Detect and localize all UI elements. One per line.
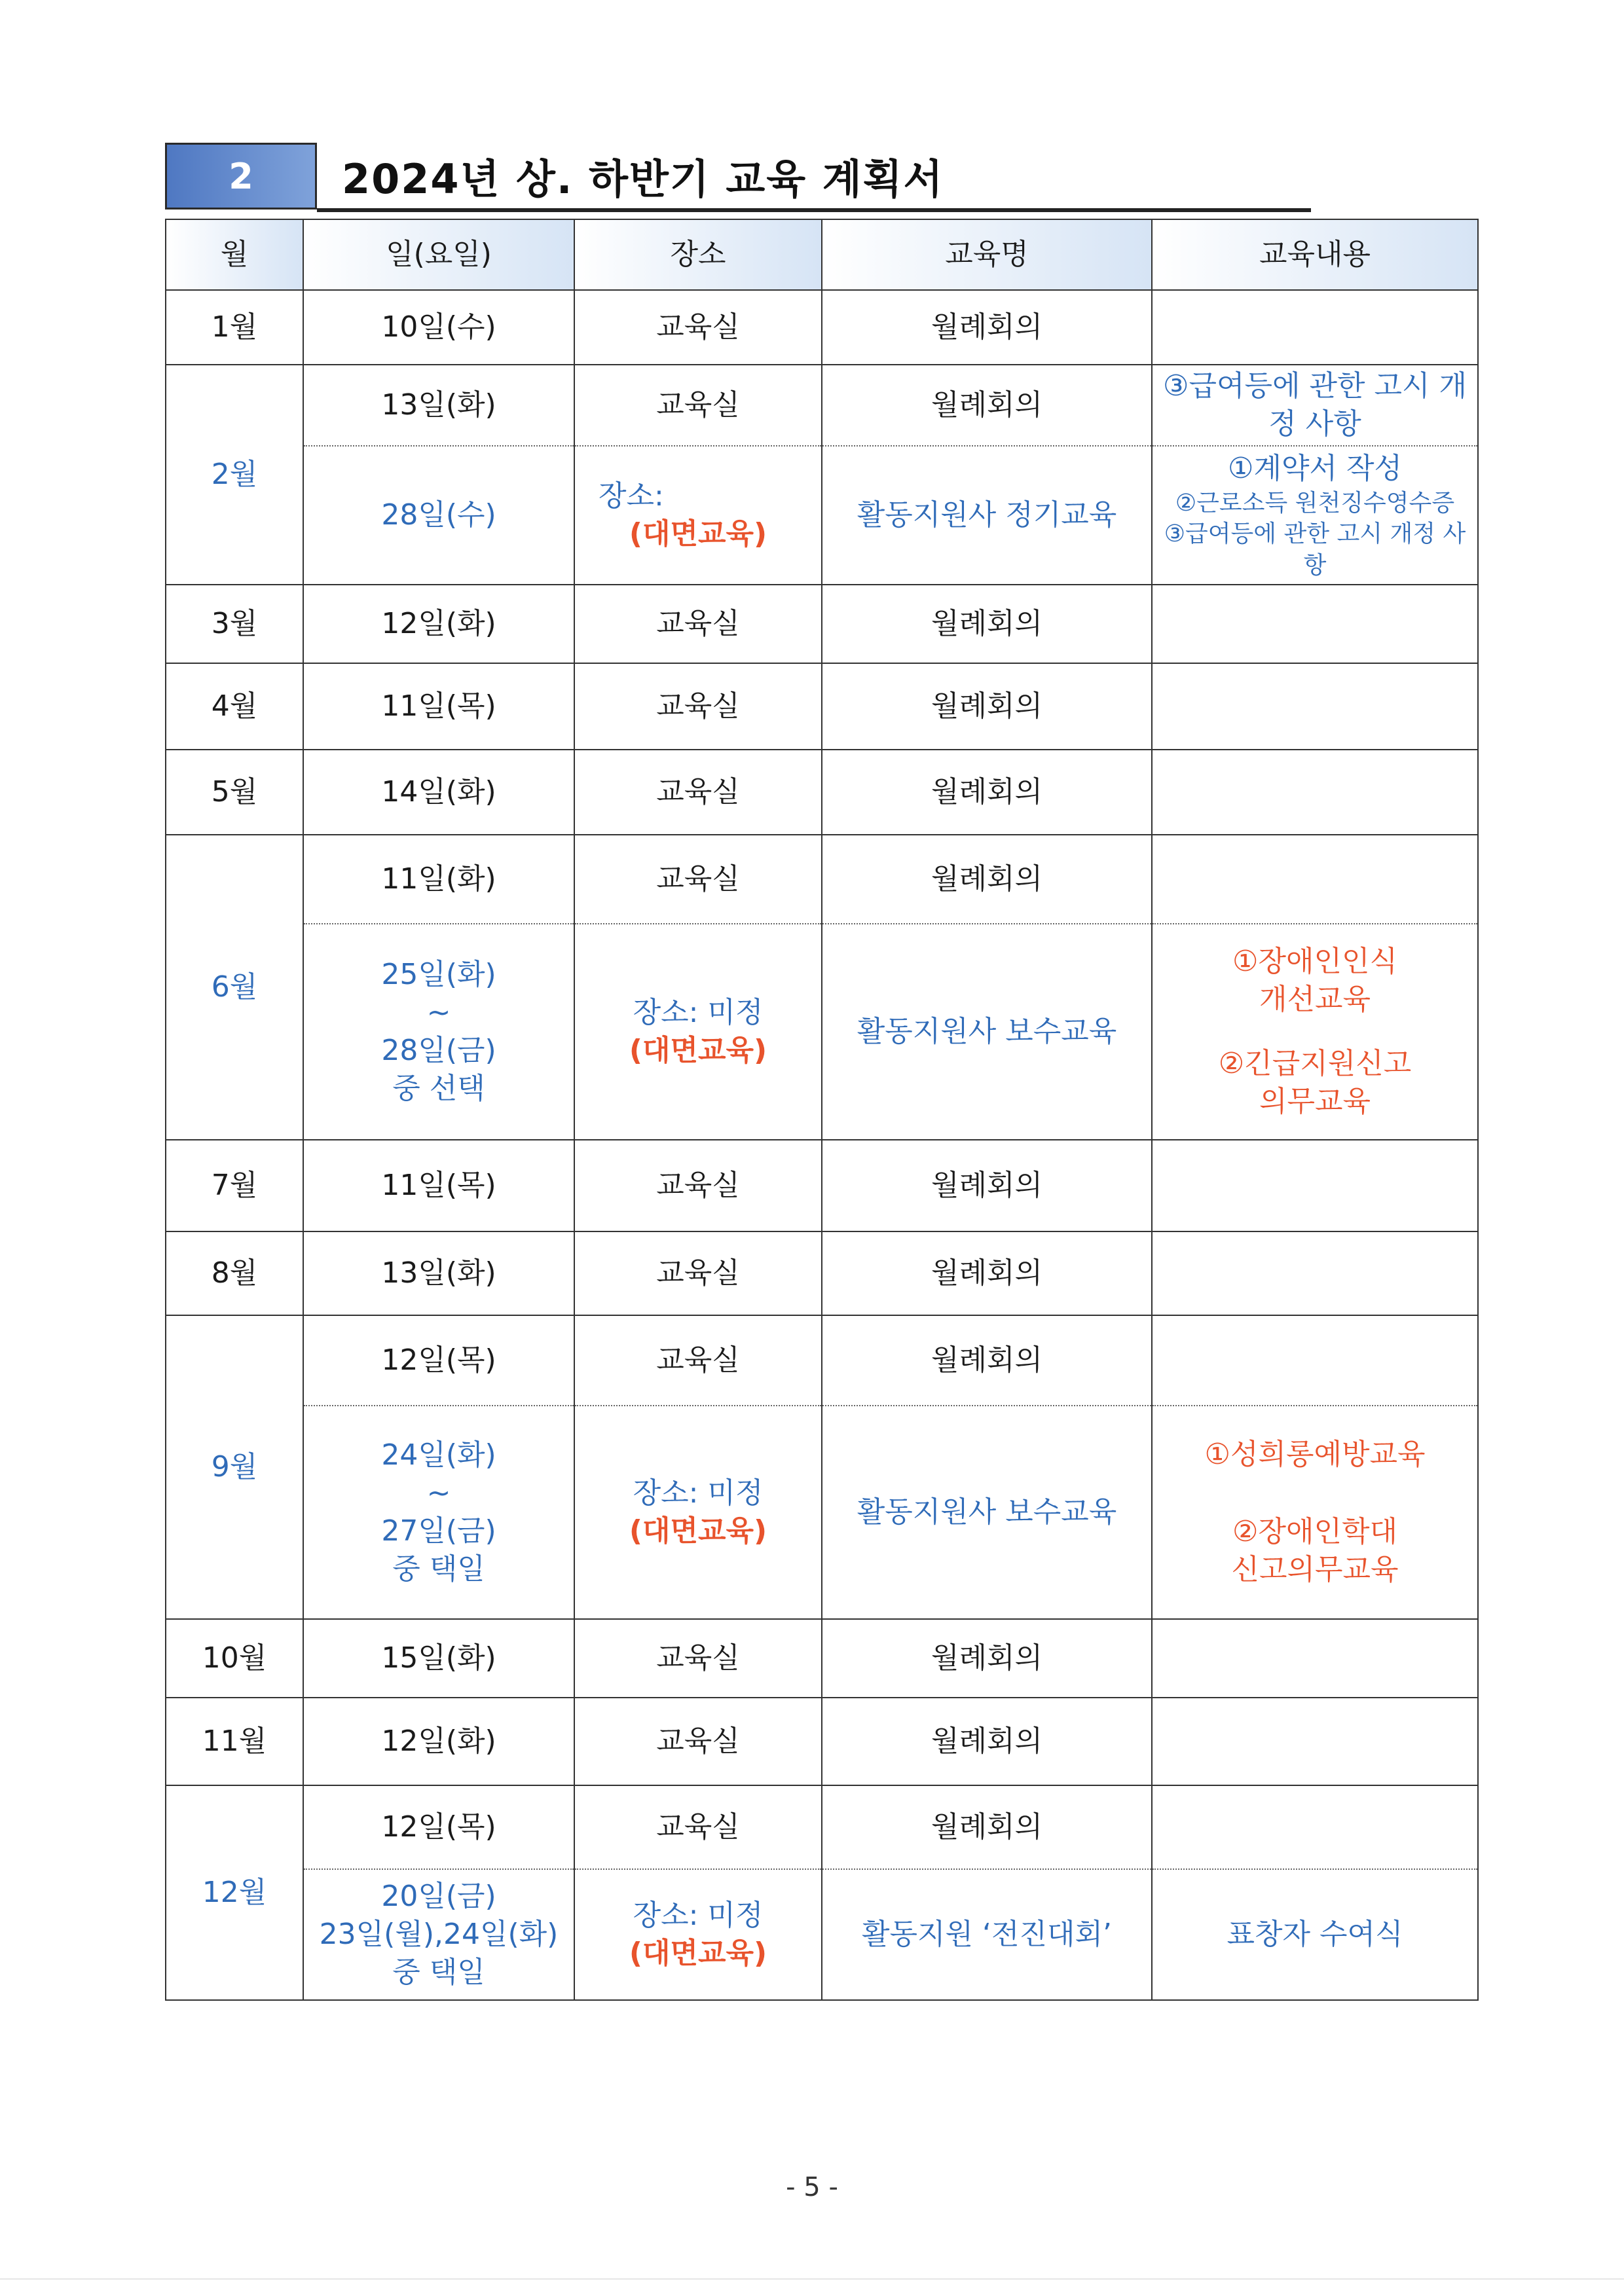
content-cell — [1152, 924, 1478, 1140]
content-spacer — [1158, 1474, 1472, 1513]
place-cell — [574, 924, 822, 1140]
content-cell — [1152, 446, 1478, 585]
page-bottom-rule — [0, 2278, 1624, 2280]
day-cell: 28일(수) — [303, 446, 574, 585]
table-row — [166, 1231, 1478, 1315]
day-line: 중 택일 — [392, 1956, 485, 1990]
content-cell: ③급여등에 관한 고시 개정 사항 — [1152, 365, 1478, 446]
day-cell: 11일(화) — [303, 835, 574, 924]
place-cell: 교육실 — [574, 1140, 822, 1231]
month-cell: 5월 — [166, 750, 303, 835]
place-label: 장소: — [599, 479, 664, 513]
day-line: 23일(월),24일(화) — [319, 1917, 559, 1951]
content-cell — [1152, 835, 1478, 924]
content-cell: 표창자 수여식 — [1152, 1869, 1478, 2000]
content-cell — [1152, 1785, 1478, 1869]
table-row — [166, 1619, 1478, 1698]
table-row — [166, 924, 1478, 1140]
name-cell: 활동지원 ‘전진대회’ — [822, 1869, 1152, 2000]
place-mode: (대면교육) — [629, 1937, 767, 1970]
table-row — [166, 585, 1478, 663]
day-cell: 14일(화) — [303, 750, 574, 835]
content-line: ①장애인인식 — [1232, 944, 1397, 978]
table-row — [166, 1406, 1478, 1619]
place-cell: 교육실 — [574, 365, 822, 446]
day-line: ~ — [426, 1476, 451, 1510]
place-cell: 교육실 — [574, 1785, 822, 1869]
month-cell: 4월 — [166, 663, 303, 750]
day-line: 24일(화) — [381, 1438, 496, 1472]
day-cell: 11일(목) — [303, 1140, 574, 1231]
page-number: - 5 - — [786, 2172, 838, 2202]
table-row — [166, 750, 1478, 835]
content-cell — [1152, 1619, 1478, 1698]
day-line: 20일(금) — [381, 1879, 496, 1913]
month-cell: 2월 — [166, 365, 303, 585]
header-content: 교육내용 — [1152, 219, 1478, 290]
name-cell: 활동지원사 정기교육 — [822, 446, 1152, 585]
day-line: ~ — [426, 995, 451, 1029]
header-name: 교육명 — [822, 219, 1152, 290]
table-header-row — [166, 219, 1478, 290]
content-cell — [1152, 290, 1478, 365]
place-cell: 교육실 — [574, 663, 822, 750]
day-cell: 11일(목) — [303, 663, 574, 750]
table-row — [166, 663, 1478, 750]
section-number: 2 — [165, 143, 317, 210]
day-cell — [303, 1406, 574, 1619]
place-cell: 교육실 — [574, 1315, 822, 1406]
month-cell: 7월 — [166, 1140, 303, 1231]
month-cell: 6월 — [166, 835, 303, 1140]
day-cell: 12일(목) — [303, 1315, 574, 1406]
place-cell: 교육실 — [574, 585, 822, 663]
day-line: 28일(금) — [381, 1034, 496, 1067]
section-title-bar — [165, 143, 1311, 217]
table-row — [166, 290, 1478, 365]
day-line: 25일(화) — [381, 957, 496, 991]
place-cell: 교육실 — [574, 290, 822, 365]
header-month: 월 — [166, 219, 303, 290]
content-line: ①성희롱예방교육 — [1204, 1437, 1426, 1471]
day-line: 중 선택 — [392, 1072, 485, 1106]
place-cell: 교육실 — [574, 1231, 822, 1315]
content-line: 의무교육 — [1259, 1085, 1371, 1119]
table-row — [166, 365, 1478, 446]
day-cell: 10일(수) — [303, 290, 574, 365]
table-row — [166, 446, 1478, 585]
month-cell: 3월 — [166, 585, 303, 663]
month-cell: 9월 — [166, 1315, 303, 1619]
day-cell: 12일(화) — [303, 585, 574, 663]
place-mode: (대면교육) — [629, 1034, 767, 1067]
place-cell — [574, 1406, 822, 1619]
table-row — [166, 1785, 1478, 1869]
document-title: 2024년 상. 하반기 교육 계획서 — [342, 155, 944, 203]
day-cell: 15일(화) — [303, 1619, 574, 1698]
day-cell: 12일(화) — [303, 1698, 574, 1785]
name-cell: 월례회의 — [822, 750, 1152, 835]
name-cell: 월례회의 — [822, 585, 1152, 663]
content-cell — [1152, 1406, 1478, 1619]
content-spacer — [1158, 1019, 1472, 1045]
name-cell: 월례회의 — [822, 290, 1152, 365]
day-cell — [303, 1869, 574, 2000]
content-cell — [1152, 1231, 1478, 1315]
content-cell — [1152, 1315, 1478, 1406]
name-cell: 월례회의 — [822, 1785, 1152, 1869]
day-line: 중 택일 — [392, 1552, 485, 1586]
month-cell: 1월 — [166, 290, 303, 365]
table-row — [166, 835, 1478, 924]
header-place: 장소 — [574, 219, 822, 290]
name-cell: 월례회의 — [822, 365, 1152, 446]
place-cell: 교육실 — [574, 1619, 822, 1698]
month-cell: 12월 — [166, 1785, 303, 2000]
name-cell: 월례회의 — [822, 1140, 1152, 1231]
name-cell: 활동지원사 보수교육 — [822, 1406, 1152, 1619]
content-cell — [1152, 1140, 1478, 1231]
place-cell: 교육실 — [574, 835, 822, 924]
day-cell — [303, 924, 574, 1140]
content-cell — [1152, 1698, 1478, 1785]
month-cell: 8월 — [166, 1231, 303, 1315]
education-plan-table — [165, 219, 1479, 2001]
day-cell: 13일(화) — [303, 1231, 574, 1315]
table-row — [166, 1869, 1478, 2000]
name-cell: 월례회의 — [822, 1315, 1152, 1406]
place-label: 장소: 미정 — [633, 1898, 764, 1932]
place-label: 장소: 미정 — [633, 995, 764, 1029]
place-cell — [574, 446, 822, 585]
table-row — [166, 1698, 1478, 1785]
title-underline — [317, 208, 1311, 212]
content-line: ①계약서 작성 — [1228, 451, 1402, 485]
place-mode: (대면교육) — [629, 517, 767, 551]
place-cell: 교육실 — [574, 750, 822, 835]
place-label: 장소: 미정 — [633, 1476, 764, 1510]
content-line: ②장애인학대 — [1232, 1514, 1397, 1548]
day-cell: 13일(화) — [303, 365, 574, 446]
content-line: 신고의무교육 — [1231, 1553, 1399, 1587]
name-cell: 월례회의 — [822, 663, 1152, 750]
month-cell: 10월 — [166, 1619, 303, 1698]
header-day: 일(요일) — [303, 219, 574, 290]
name-cell: 월례회의 — [822, 1231, 1152, 1315]
content-line: ③급여등에 관한 고시 개정 사항 — [1164, 520, 1466, 579]
day-cell: 12일(목) — [303, 1785, 574, 1869]
table-row — [166, 1315, 1478, 1406]
name-cell: 활동지원사 보수교육 — [822, 924, 1152, 1140]
name-cell: 월례회의 — [822, 1619, 1152, 1698]
place-mode: (대면교육) — [629, 1514, 767, 1548]
day-line: 27일(금) — [381, 1514, 496, 1548]
content-cell — [1152, 585, 1478, 663]
content-cell — [1152, 663, 1478, 750]
place-cell — [574, 1869, 822, 2000]
content-cell — [1152, 750, 1478, 835]
name-cell: 월례회의 — [822, 835, 1152, 924]
name-cell: 월례회의 — [822, 1698, 1152, 1785]
content-line: ②긴급지원신고 — [1218, 1047, 1412, 1080]
place-cell: 교육실 — [574, 1698, 822, 1785]
table-row — [166, 1140, 1478, 1231]
content-line: 개선교육 — [1259, 982, 1371, 1016]
content-line: ②근로소득 원천징수영수증 — [1175, 489, 1455, 517]
month-cell: 11월 — [166, 1698, 303, 1785]
